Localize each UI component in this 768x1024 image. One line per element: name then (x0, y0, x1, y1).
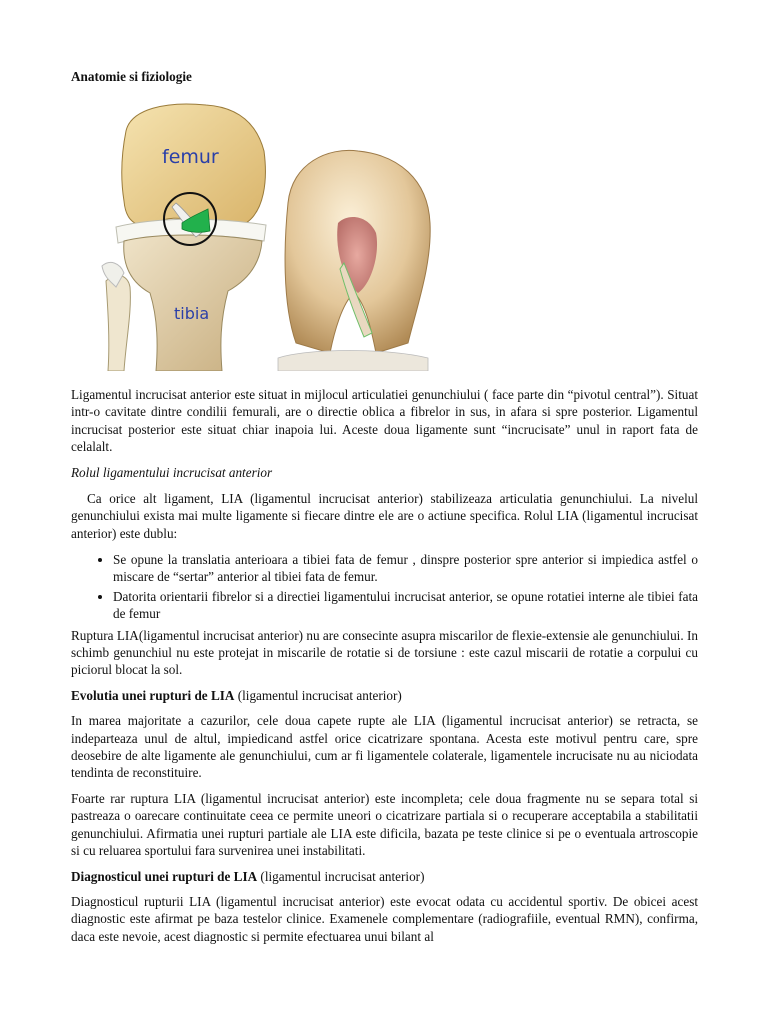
paragraph-intro: Ligamentul incrucisat anterior este situat in mijlocul articulatiei genunchiului ( face parte din “pivotul central”). Situat intr-o cavitate dintre condilii femurali, are o directie oblica a fibrelor in sus, in afara si spre posterior. Ligamentul incrucisat posterior este situat chiar inapoia lui. Aceste doua ligamente sunt “incrucisate” unul in raport fata de celalalt. (71, 387, 698, 454)
section-heading-diagnostic: Diagnosticul unei rupturi de LIA (ligamentul incrucisat anterior) (71, 869, 425, 885)
bullet-item: • Datorita orientarii fibrelor si a directiei ligamentului incrucisat anterior, se opune rotatiei interne ale tibiei fata de femur (113, 588, 698, 622)
bullet-item: • Se opune la translatia anterioara a tibiei fata de femur , dinspre posterior spre anterior si impiedica astfel o miscare de “sertar” anterior al tibiei fata de femur. (113, 551, 698, 585)
paragraph-evolutia-1: In marea majoritate a cazurilor, cele doua capete rupte ale LIA (ligamentul incrucisat anterior) se retracta, se indeparteaza unul de altul, impiedicand astfel orice cicatrizare spontana. Acesta este motivul pentru care, spre deosebire de alte ligamente ale genunchiului, cum ar fi ligamentele colaterale, ligamentele incrucisate nu au niciodata tendinta de reconstituire. (71, 713, 698, 781)
paragraph-diagnostic: Diagnosticul rupturii LIA (ligamentul incrucisat anterior) este evocat odata cu accidentul sportiv. De obicei acest diagnostic este afirmat pe baza testelor clinice. Examenele complementare (radiografiile, eventual RMN), confirma, daca este nevoie, acest diagnostic si permite efectuarea unui bilant al (71, 894, 698, 944)
figures-row (71, 91, 698, 376)
paragraph-ruptura: Ruptura LIA(ligamentul incrucisat anterior) nu are consecinte asupra miscarilor de flexie-extensie ale genunchiului. In schimb genunchiul nu este protejat in miscarile de rotatie si de torsiune : este cazul miscarii de rotatie a corpului cu piciorul blocat la sol. (71, 627, 698, 678)
tibia-bone (124, 235, 262, 371)
knee-specimen-photo (268, 143, 436, 371)
section-heading-rol: Rolul ligamentului incrucisat anterior (71, 465, 273, 481)
knee-anatomy-illustration (96, 91, 274, 371)
bullet-list (71, 551, 698, 623)
fibula-bone (106, 276, 130, 372)
label-femur: femur (162, 146, 219, 169)
document-content (71, 68, 698, 954)
paragraph-rol: Ca orice alt ligament, LIA (ligamentul incrucisat anterior) stabilizeaza articulatia genunchiului. La nivelul genunchiului exista mai multe ligamente si fiecare dintre ele are o actiune specifica. Rolul LIA (ligamentul incrucisat anterior) este dublu: (71, 491, 698, 541)
section-heading-evolutia: Evolutia unei rupturi de LIA (ligamentul incrucisat anterior) (71, 688, 402, 704)
section-heading-anatomie: Anatomie si fiziologie (71, 69, 192, 84)
label-tibia: tibia (174, 304, 210, 324)
paragraph-evolutia-2: Foarte rar ruptura LIA (ligamentul incrucisat anterior) este incompleta; cele doua fragmente nu se separa total si pastreaza o oarecare continuitate ceea ce permite uneori o cicatrizare partiala si o recuperare acceptabila a stabilitatii genunchiului. Afirmatia unei rupturi partiale ale LIA este dificila, bazata pe teste clinice si pe o eventuala artroscopie si cu reluarea sportului fara survenirea unei instabilitati. (71, 791, 698, 858)
